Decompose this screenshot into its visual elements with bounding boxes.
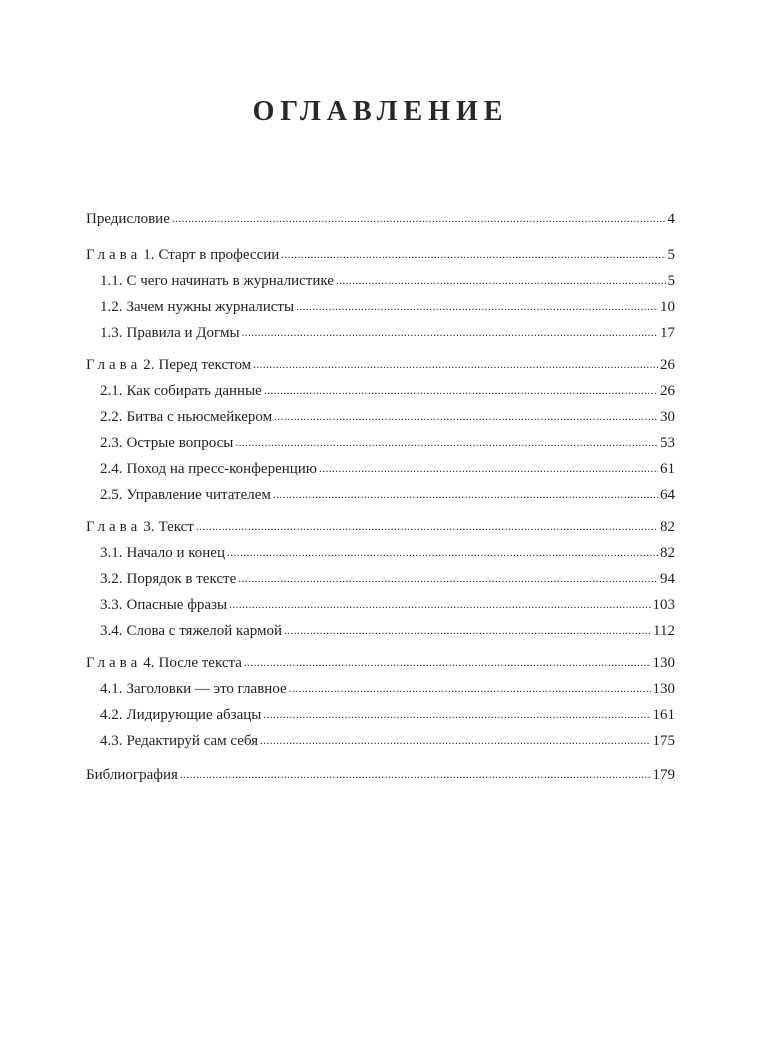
toc-page-number: 64 (660, 487, 675, 503)
chapter-number: 2. (143, 357, 155, 373)
toc-entry-section (100, 296, 675, 318)
toc-page-number: 53 (660, 435, 675, 451)
page-title: ОГЛАВЛЕНИЕ (252, 96, 509, 127)
dot-leader (273, 483, 658, 506)
toc-entry-section (100, 458, 675, 480)
toc-entry-label: Порядок в тексте (126, 571, 237, 587)
toc-entry-label: Опасные фразы (126, 597, 228, 613)
toc-page-number: 82 (660, 545, 675, 561)
toc-page-number: 161 (652, 707, 675, 723)
toc-page-number: 17 (660, 325, 675, 341)
dot-leader (235, 431, 658, 454)
dot-leader (172, 207, 666, 230)
section-number: 3.3. (100, 597, 123, 613)
chapter-number: 1. (143, 247, 155, 263)
toc-entry-chapter-1 (86, 244, 675, 266)
toc-entry-chapter-4 (86, 652, 675, 674)
section-number: 1.1. (100, 273, 123, 289)
toc-entry-label: С чего начинать в журналистике (126, 273, 334, 289)
toc-entry-chapter-2 (86, 354, 675, 376)
toc-page-number: 4 (667, 211, 675, 227)
toc-entry-label: Заголовки — это главное (126, 681, 287, 697)
dot-leader (284, 619, 651, 642)
toc-entry-section (100, 568, 675, 590)
dot-leader (274, 405, 658, 428)
toc-entry-label: Старт в профессии (158, 247, 280, 263)
toc-page-number: 103 (652, 597, 675, 613)
toc-entry-section (100, 730, 675, 752)
toc-entry-label: Управление читателем (126, 487, 271, 503)
toc-entry-label: Слова с тяжелой кармой (126, 623, 283, 639)
toc-entry-section (100, 620, 675, 642)
toc-entry-label: Перед текстом (158, 357, 252, 373)
dot-leader (264, 379, 658, 402)
toc-entry-label: Зачем нужны журналисты (126, 299, 295, 315)
toc-entry-label: Как собирать данные (126, 383, 262, 399)
section-number: 2.2. (100, 409, 123, 425)
toc-page-number: 10 (660, 299, 675, 315)
toc-page-number: 175 (652, 733, 675, 749)
toc-entry-label: Текст (158, 519, 194, 535)
toc-entry-label: Библиография (86, 767, 178, 783)
toc-page-number: 26 (660, 383, 675, 399)
dot-leader (296, 295, 658, 318)
dot-leader (260, 729, 650, 752)
chapter-word: Глава (86, 655, 142, 671)
toc-entry-section (100, 542, 675, 564)
dot-leader (196, 515, 658, 538)
toc-entry-section (100, 270, 675, 292)
dot-leader (229, 593, 650, 616)
toc-entry-section (100, 484, 675, 506)
chapter-word: Глава (86, 519, 142, 535)
section-number: 4.1. (100, 681, 123, 697)
dot-leader (238, 567, 658, 590)
toc-page-number: 5 (667, 247, 675, 263)
toc-page-number: 130 (652, 681, 675, 697)
toc-entry-label: После текста (158, 655, 242, 671)
toc-entry-section (100, 594, 675, 616)
toc-entry-section (100, 704, 675, 726)
toc-page-number: 61 (660, 461, 675, 477)
toc-entry-label: Поход на пресс-конференцию (126, 461, 318, 477)
section-number: 2.4. (100, 461, 123, 477)
section-number: 4.3. (100, 733, 123, 749)
toc-page-number: 26 (660, 357, 675, 373)
dot-leader (227, 541, 658, 564)
toc-entry-label: Лидирующие абзацы (126, 707, 262, 723)
toc-entry-section (100, 678, 675, 700)
dot-leader (319, 457, 658, 480)
toc-entry-section (100, 380, 675, 402)
toc-page-number: 112 (653, 623, 675, 639)
dot-leader (180, 763, 651, 786)
toc-page-number: 130 (652, 655, 675, 671)
toc-entry-label: Острые вопросы (126, 435, 234, 451)
toc-entry-preface (86, 208, 675, 230)
section-number: 3.2. (100, 571, 123, 587)
dot-leader (263, 703, 650, 726)
dot-leader (281, 243, 665, 266)
toc-entry-label: Предисловие (86, 211, 170, 227)
section-number: 3.1. (100, 545, 123, 561)
toc-entry-section (100, 406, 675, 428)
toc-entry-chapter-3 (86, 516, 675, 538)
dot-leader (336, 269, 666, 292)
dot-leader (244, 651, 651, 674)
dot-leader (289, 677, 651, 700)
section-number: 2.3. (100, 435, 123, 451)
section-number: 3.4. (100, 623, 123, 639)
toc-page-number: 82 (660, 519, 675, 535)
section-number: 2.5. (100, 487, 123, 503)
section-number: 2.1. (100, 383, 123, 399)
toc-entry-label: Правила и Догмы (126, 325, 240, 341)
toc-entry-section (100, 322, 675, 344)
toc-entry-label: Начало и конец (126, 545, 225, 561)
toc-entry-section (100, 432, 675, 454)
dot-leader (253, 353, 658, 376)
toc-page-number: 179 (652, 767, 675, 783)
toc-entry-label: Битва с ньюсмейкером (126, 409, 273, 425)
toc-entry-label: Редактируй сам себя (126, 733, 259, 749)
chapter-number: 4. (143, 655, 155, 671)
toc-page-number: 5 (667, 273, 675, 289)
section-number: 1.2. (100, 299, 123, 315)
chapter-number: 3. (143, 519, 155, 535)
chapter-word: Глава (86, 247, 142, 263)
toc-page-number: 94 (660, 571, 675, 587)
toc-entry-bibliography (86, 764, 675, 786)
section-number: 4.2. (100, 707, 123, 723)
toc-page-number: 30 (660, 409, 675, 425)
section-number: 1.3. (100, 325, 123, 341)
dot-leader (242, 321, 658, 344)
chapter-word: Глава (86, 357, 142, 373)
